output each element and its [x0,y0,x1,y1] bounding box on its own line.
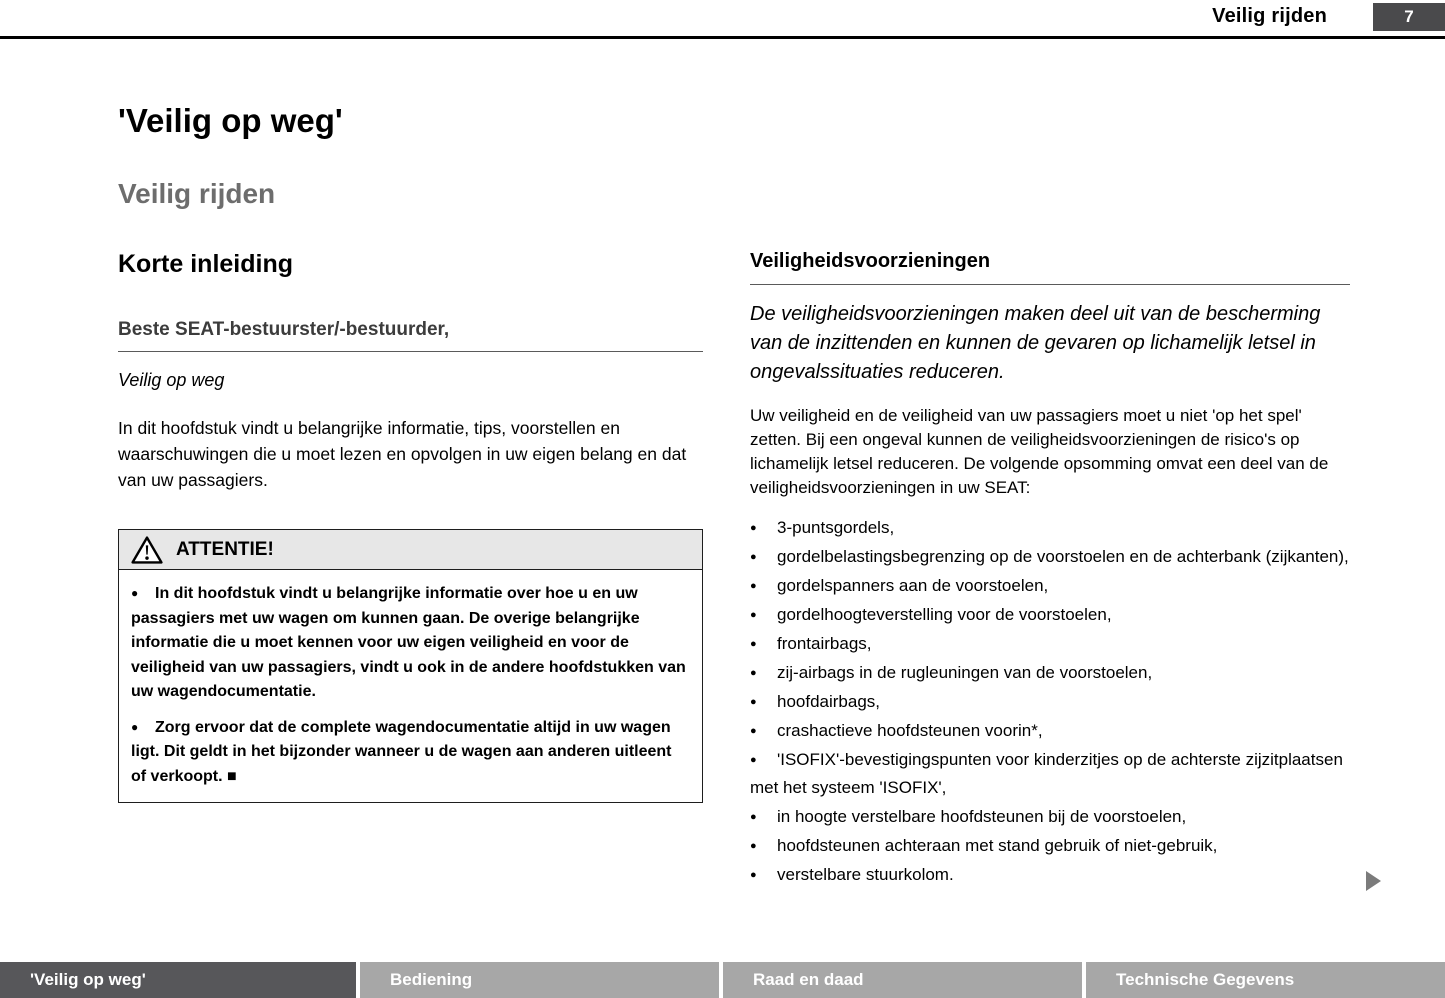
warning-item-text: Zorg ervoor dat de complete wagendocumentatie altijd in uw wagen ligt. Dit geldt in het bijzonder wanneer u de wagen aan anderen uitleent of verkoopt. ■ [131,718,672,785]
page-number: 7 [1373,3,1445,31]
bullet-icon: ● [750,667,757,679]
list-item-text: hoofdairbags, [777,692,881,711]
intro-paragraph: In dit hoofdstuk vindt u belangrijke informatie, tips, voorstellen en waarschuwingen die u moet lezen en opvolgen in uw eigen belang en dat van uw passagiers. [118,418,687,490]
list-item-text: 'ISOFIX'-bevestigingspunten voor kinderzitjes op de achterste zijzitplaatsen met het systeem 'ISOFIX', [750,750,1343,797]
warning-box-header [119,530,702,570]
list-item-text: gordelbelastingsbegrenzing op de voorstoelen en de achterbank (zijkanten), [777,547,1349,566]
list-item-text: crashactieve hoofdsteunen voorin*, [777,721,1043,740]
list-item-text: in hoogte verstelbare hoofdsteunen bij de voorstoelen, [777,807,1187,826]
bullet-icon: ● [750,725,757,737]
list-item-text: gordelhoogteverstelling voor de voorstoelen, [777,605,1112,624]
right-lead-italic: De veiligheidsvoorzieningen maken deel uit van de bescherming van de inzittenden en kunnen de gevaren op lichamelijk letsel in ongevalssituaties reduceren. [750,303,1321,383]
warning-box-body [119,570,702,802]
list-item [750,746,1350,802]
footer-tab-veilig-op-weg: 'Veilig op weg' [0,962,356,998]
chapter-subtitle: Veilig rijden [118,178,276,209]
section-title-korte-inleiding: Korte inleiding [118,250,293,278]
warning-item [131,715,689,790]
bullet-icon: ● [750,580,757,592]
list-item-text: 3-puntsgordels, [777,518,895,537]
bullet-icon: ● [750,754,757,766]
list-item [750,601,1350,629]
list-item [750,803,1350,831]
bullet-icon: ● [750,551,757,563]
list-item [750,630,1350,658]
safety-feature-list [750,514,1350,889]
list-item [750,688,1350,716]
footer-tab-bar [0,962,1445,998]
list-item-text: verstelbare stuurkolom. [777,865,954,884]
list-item [750,543,1350,571]
left-column [118,102,703,803]
header-title: Veilig rijden [1212,5,1327,27]
list-item-text: hoofdsteunen achteraan met stand gebruik of niet-gebruik, [777,836,1218,855]
bullet-icon: ● [750,609,757,621]
bullet-icon: ● [131,586,139,600]
list-item [750,514,1350,542]
greeting-heading: Beste SEAT-bestuurster/-bestuurder, [118,319,703,352]
left-lead-italic: Veilig op weg [118,370,225,390]
bullet-icon: ● [750,522,757,534]
right-column [750,250,1350,890]
list-item [750,832,1350,860]
warning-title: ATTENTIE! [176,538,274,560]
footer-tab-technische-gegevens: Technische Gegevens [1086,962,1445,998]
bullet-icon: ● [750,869,757,881]
list-item-text: frontairbags, [777,634,872,653]
safety-intro-paragraph: Uw veiligheid en de veiligheid van uw passagiers moet u niet 'op het spel' zetten. Bij een ongeval kunnen de veiligheidsvoorzieningen de risico's op lichamelijk letsel reduceren. De volgende opsomming omvat een deel van de veiligheidsvoorzieningen in uw SEAT: [750,406,1329,497]
chapter-title: 'Veilig op weg' [118,102,343,139]
header-rule [0,36,1445,39]
next-page-arrow-icon [1366,871,1381,891]
warning-item-text: In dit hoofdstuk vindt u belangrijke informatie over hoe u en uw passagiers met uw wagen om kunnen gaan. De overige belangrijke informatie die u moet kennen voor uw eigen veiligheid en voor de veiligheid van uw passagiers, vindt u ook in de andere hoofdstukken van uw wagendocumentatie. [131,585,686,700]
warning-item [131,581,689,705]
bullet-icon: ● [750,811,757,823]
list-item [750,572,1350,600]
list-item-text: zij-airbags in de rugleuningen van de voorstoelen, [777,663,1153,682]
list-item [750,659,1350,687]
warning-box [118,529,703,803]
bullet-icon: ● [750,638,757,650]
section-title-veiligheidsvoorzieningen: Veiligheidsvoorzieningen [750,250,1350,285]
bullet-icon: ● [750,840,757,852]
bullet-icon: ● [131,719,139,734]
footer-tab-raad-en-daad: Raad en daad [723,962,1082,998]
list-item [750,717,1350,745]
bullet-icon: ● [750,696,757,708]
footer-tab-bediening: Bediening [360,962,719,998]
warning-triangle-icon [131,536,163,564]
list-item [750,861,1350,889]
list-item-text: gordelspanners aan de voorstoelen, [777,576,1049,595]
